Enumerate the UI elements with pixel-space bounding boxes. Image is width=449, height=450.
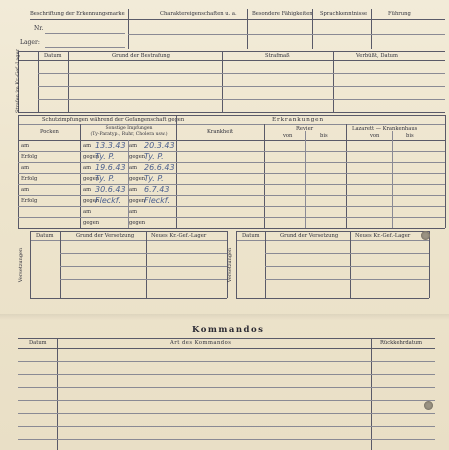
rule (18, 348, 435, 349)
impf-left-label: am (83, 209, 92, 215)
rule (60, 231, 61, 298)
vers1-lager-header: Neues Kr.-Gef.-Lager (151, 233, 207, 239)
kommandos-datum-header: Datum (29, 340, 47, 346)
strafen-strafmass-header: Strafmaß (265, 53, 290, 59)
rule (30, 298, 227, 299)
rule (333, 51, 334, 112)
rule (18, 124, 445, 125)
impf-right-value: Fleckf. (144, 196, 170, 205)
punch-hole (424, 401, 433, 410)
impf-left-value: 30.6.43 (95, 185, 126, 194)
rule (18, 140, 445, 141)
impf-right-value: 20.3.43 (144, 141, 175, 150)
rule (146, 231, 147, 298)
rule (265, 231, 266, 298)
impf-right-value: 26.6.43 (144, 163, 175, 172)
kommandos-art-header: Art des Kommandos (170, 340, 232, 346)
pocken-row-label: Erfolg (21, 176, 38, 182)
impf-left-label: gegen (83, 220, 100, 226)
rule (38, 99, 445, 100)
rule (371, 338, 372, 450)
impf-right-label: am (129, 187, 138, 193)
impf-right-label: am (129, 209, 138, 215)
impf-right-label: am (129, 165, 138, 171)
rule (236, 231, 237, 298)
erkr-lazarett-von: von (370, 133, 380, 139)
rule (265, 266, 429, 267)
punch-hole (421, 231, 430, 240)
erkr-revier-von: von (283, 133, 293, 139)
rule (68, 51, 69, 112)
strafen-verbuesst-header: Verbüßt, Datum (356, 53, 398, 59)
rule (18, 184, 445, 185)
rule (429, 231, 430, 298)
rule (18, 112, 445, 113)
rule (265, 279, 429, 280)
impf-left-label: gegen (83, 154, 100, 160)
rule (18, 115, 19, 228)
impf-left-value: 19.6.43 (95, 163, 126, 172)
rule (371, 9, 372, 49)
rule (80, 124, 81, 228)
impf-sonstige-sub: (Ty-Paratyp., Ruhr, Cholera usw.) (90, 132, 168, 137)
vers2-lager-header: Neues Kr.-Gef.-Lager (355, 233, 411, 239)
impfungen-title: Schutzimpfungen während der Gefangenschaft gegen (42, 117, 185, 123)
vers1-datum-header: Datum (36, 233, 54, 239)
rule (18, 338, 435, 339)
rule (264, 124, 265, 228)
erkr-revier-bis: bis (320, 133, 328, 139)
impf-left-label: am (83, 165, 92, 171)
rule (305, 131, 306, 228)
label-fuehrung: Führung (388, 11, 411, 17)
pocken-row-label: am (21, 165, 30, 171)
rule (128, 9, 129, 49)
impf-left-label: am (83, 187, 92, 193)
erkr-lazarett-header: Lazarett — Krankenhaus (352, 126, 418, 132)
rule (18, 115, 445, 116)
impf-pocken-header: Pocken (40, 129, 59, 135)
rule (18, 51, 445, 52)
strafen-datum-header: Datum (44, 53, 62, 59)
impf-left-label: gegen (83, 176, 100, 182)
impf-right-value: Ty. P. (144, 174, 164, 183)
impf-right-label: gegen (129, 220, 146, 226)
rule (176, 115, 177, 228)
rule (18, 162, 445, 163)
label-lager: Lager: (20, 39, 40, 46)
versetzungen-side-label-right: Versetzungen (227, 247, 233, 283)
rule (60, 266, 227, 267)
kommando-row-line (18, 426, 435, 427)
erkr-revier-header: Revier (296, 126, 314, 132)
impf-left-value: 13.3.43 (95, 141, 126, 150)
vers2-datum-header: Datum (242, 233, 260, 239)
impf-sonstige-header: Sonstige Impfungen (105, 126, 153, 131)
impf-left-label: am (83, 143, 92, 149)
rule (18, 151, 445, 152)
impf-right-value: Ty. P. (144, 152, 164, 161)
pocken-row-label: am (21, 143, 30, 149)
erkrankungen-title: Erkrankungen (272, 117, 324, 123)
rule (60, 253, 227, 254)
rule (18, 206, 445, 207)
pocken-row-label: Erfolg (21, 154, 38, 160)
vers1-grund-header: Grund der Versetzung (76, 233, 135, 239)
rule (18, 195, 445, 196)
label-nr: Nr. (34, 25, 44, 32)
rule (128, 34, 445, 35)
rule (60, 279, 227, 280)
kommando-row-line (18, 439, 435, 440)
rule (128, 140, 129, 228)
vers2-grund-header: Grund der Versetzung (280, 233, 339, 239)
kommando-row-line (18, 400, 435, 401)
rule (38, 51, 39, 112)
rule (312, 9, 313, 49)
impf-right-value: 6.7.43 (144, 185, 170, 194)
rule (392, 131, 393, 228)
impf-right-label: gegen (129, 154, 146, 160)
label-sprachkenntnisse: Sprachkenntnisse (320, 11, 368, 17)
strafen-grund-header: Grund der Bestrafung (112, 53, 170, 59)
kommandos-title: Kommandos (192, 325, 265, 335)
impf-left-value: Ty. P. (95, 152, 115, 161)
impf-right-label: am (129, 143, 138, 149)
rule (346, 124, 347, 228)
kommando-row-line (18, 361, 435, 362)
label-charaktereigenschaften: Charaktereigenschaften u. a. (160, 11, 237, 17)
rule (45, 47, 125, 48)
versetzungen-side-label-left: Versetzungen (18, 247, 24, 283)
pocken-row-label: am (21, 187, 30, 193)
kommando-row-line (18, 387, 435, 388)
rule (45, 33, 125, 34)
label-beschriftung: Beschriftung der Erkennungsmarke (30, 11, 125, 17)
rule (247, 9, 248, 49)
impf-left-value: Fleckf. (95, 196, 121, 205)
kommandos-rueckkehr-header: Rückkehrdatum (380, 340, 423, 346)
rule (57, 338, 58, 450)
impf-right-label: gegen (129, 198, 146, 204)
impf-left-value: Ty. P. (95, 174, 115, 183)
card-fold (0, 314, 449, 320)
rule (30, 231, 31, 298)
erkr-krankheit-header: Krankheit (207, 129, 234, 135)
label-faehigkeiten: Besondere Fähigkeiten (252, 11, 313, 17)
impf-left-label: gegen (83, 198, 100, 204)
impf-right-label: gegen (129, 176, 146, 182)
rule (38, 86, 445, 87)
rule (236, 298, 429, 299)
kommando-row-line (18, 374, 435, 375)
pocken-row-label: Erfolg (21, 198, 38, 204)
rule (350, 231, 351, 298)
rule (38, 73, 445, 74)
rule (30, 19, 445, 20)
rule (445, 115, 446, 228)
rule (265, 253, 429, 254)
erkr-lazarett-bis: bis (406, 133, 414, 139)
rule (222, 51, 223, 112)
rule (18, 60, 445, 61)
rule (18, 217, 445, 218)
kommando-row-line (18, 413, 435, 414)
rule (18, 228, 445, 229)
strafen-side-label: Strafen im Kr.-Gef.-Lager (15, 49, 21, 113)
rule (18, 173, 445, 174)
